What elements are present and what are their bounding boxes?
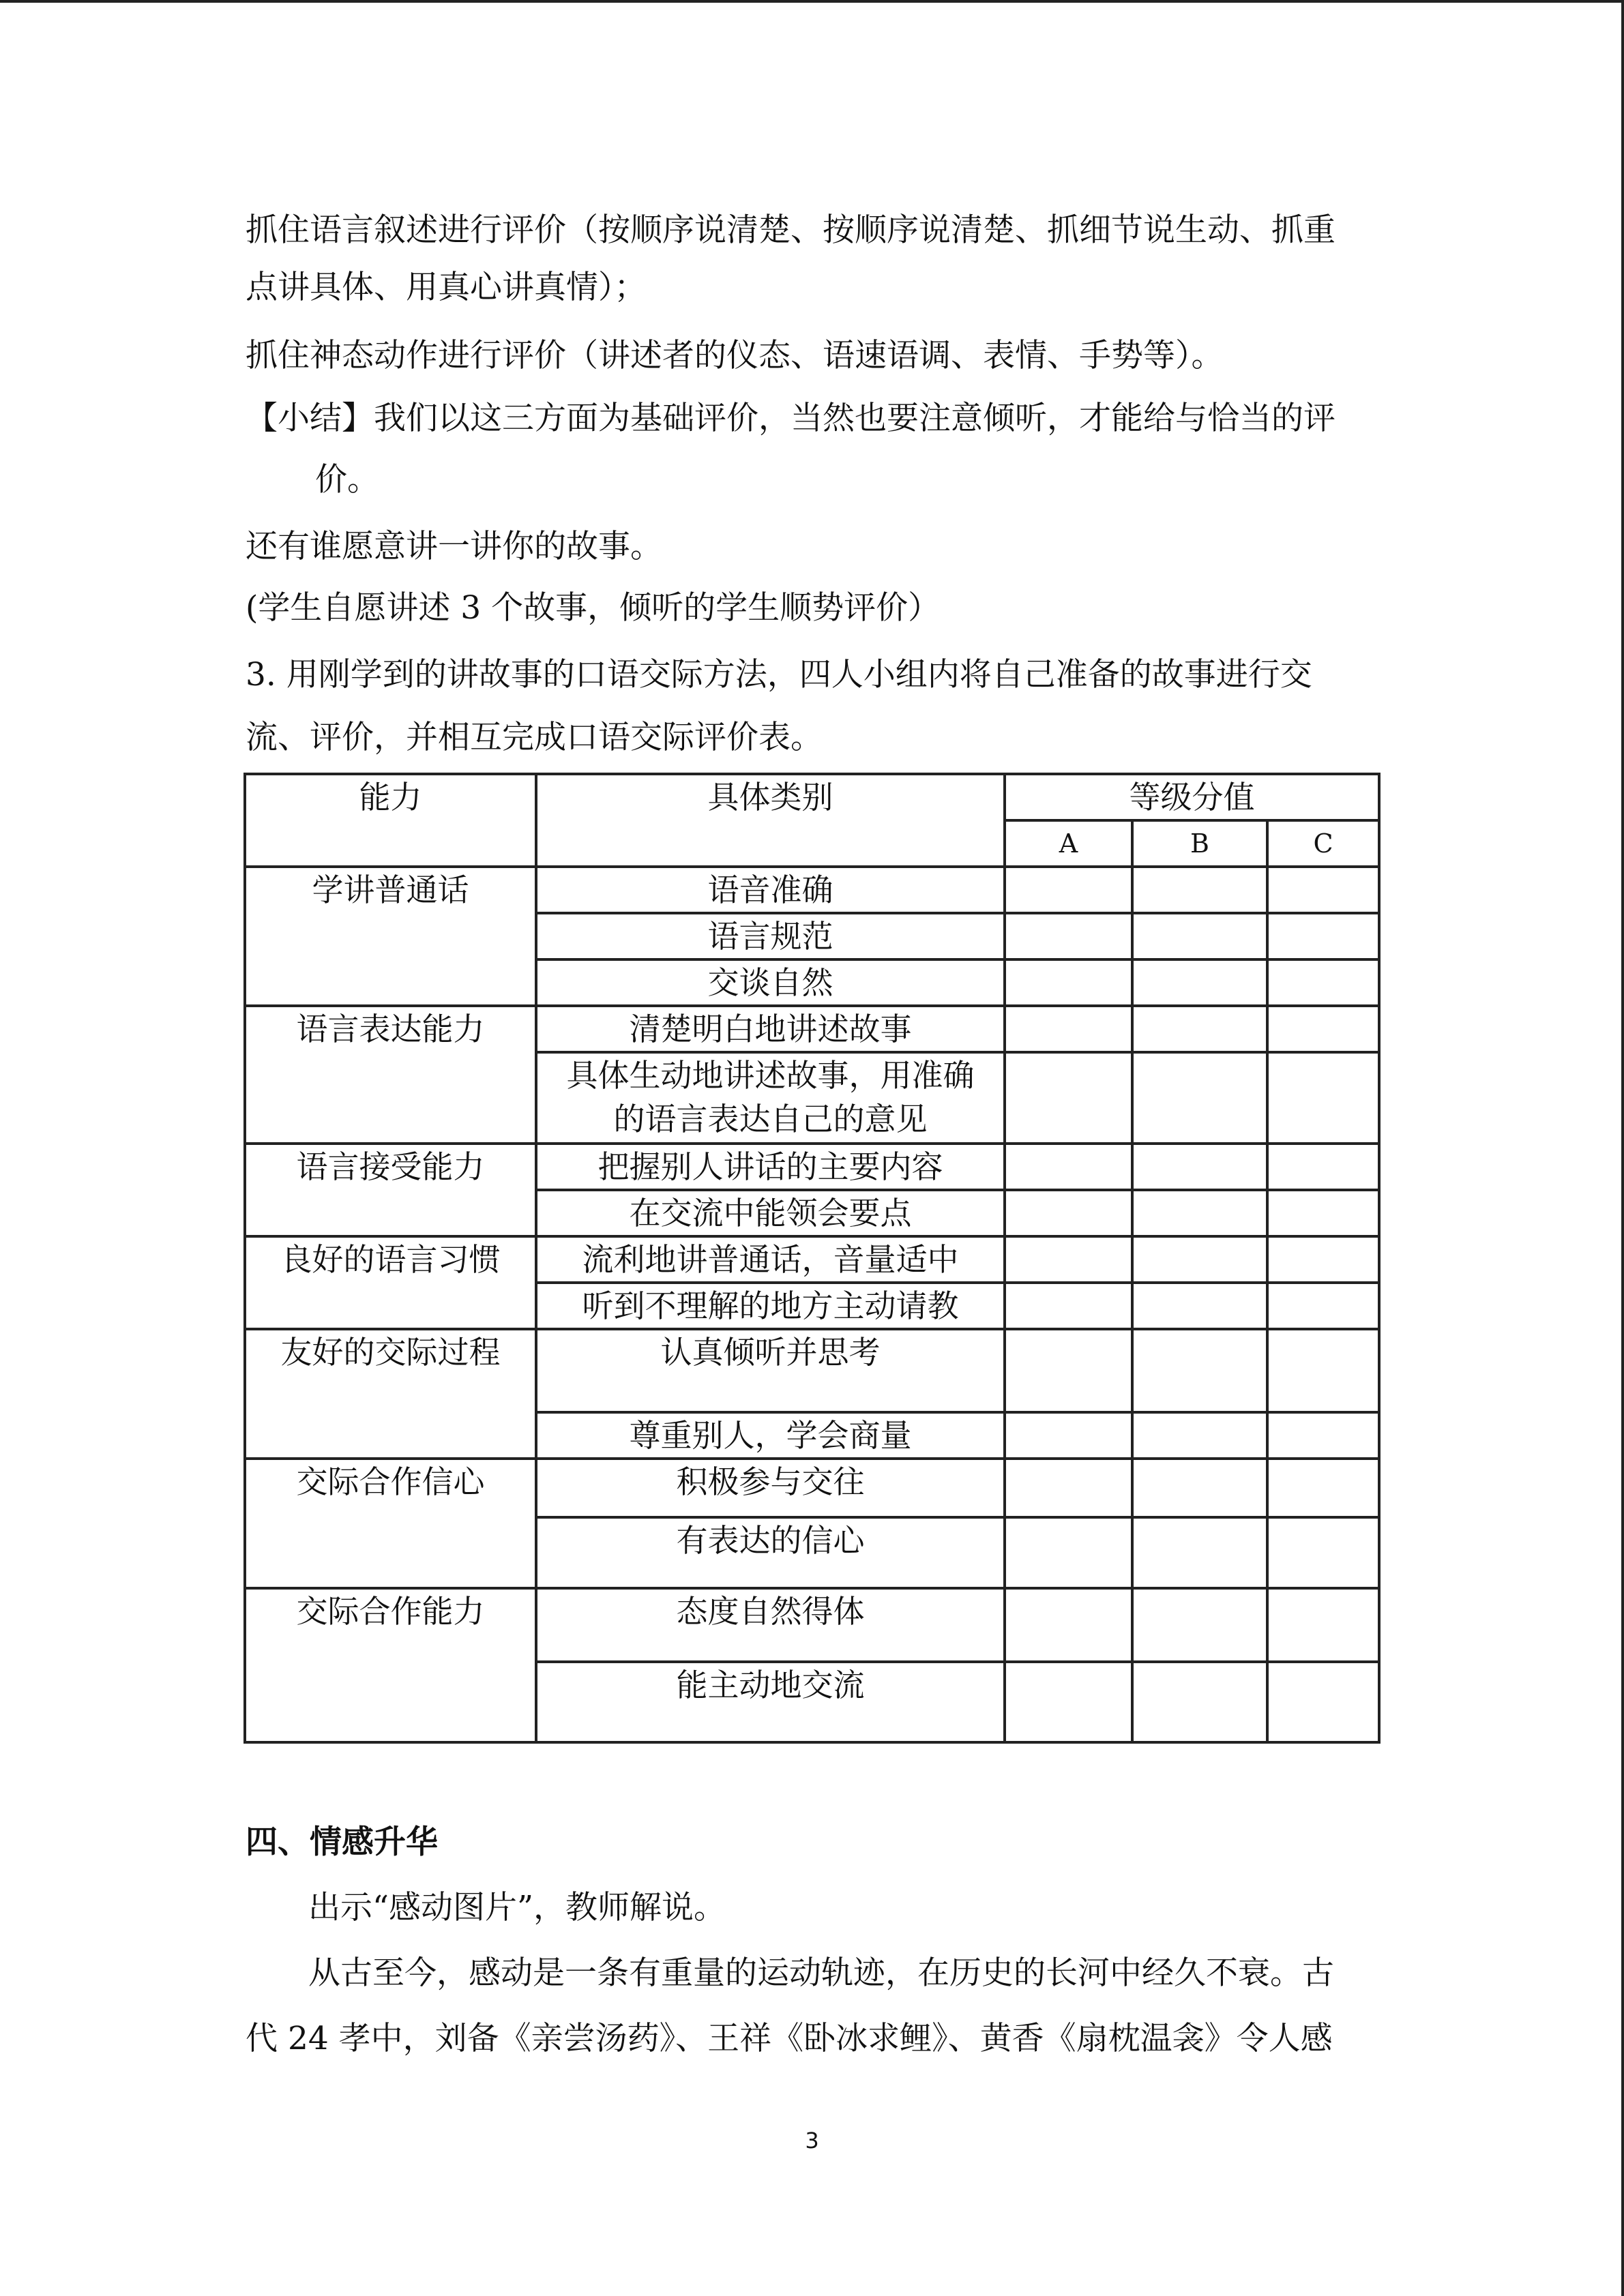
category-cell: 语言规范 [536, 913, 1005, 959]
grade-cell[interactable] [1132, 1190, 1267, 1236]
grade-cell[interactable] [1132, 1459, 1267, 1517]
ability-cell: 交际合作能力 [245, 1588, 536, 1742]
grade-cell[interactable] [1132, 1144, 1267, 1190]
grade-cell[interactable] [1132, 867, 1267, 913]
grade-cell[interactable] [1005, 913, 1132, 959]
paragraph-step3-line2: 流、评价，并相互完成口语交际评价表。 [246, 719, 823, 756]
header-grade: 等级分值 [1005, 774, 1379, 820]
grade-cell[interactable] [1267, 1190, 1379, 1236]
grade-cell[interactable] [1267, 1144, 1379, 1190]
grade-cell[interactable] [1005, 1236, 1132, 1283]
category-cell: 有表达的信心 [536, 1517, 1005, 1588]
category-cell: 尊重别人，学会商量 [536, 1412, 1005, 1459]
grade-cell[interactable] [1132, 1283, 1267, 1329]
grade-cell[interactable] [1005, 959, 1132, 1006]
grade-cell[interactable] [1267, 1459, 1379, 1517]
category-cell: 清楚明白地讲述故事 [536, 1006, 1005, 1052]
grade-cell[interactable] [1005, 1412, 1132, 1459]
category-cell: 态度自然得体 [536, 1588, 1005, 1662]
grade-cell[interactable] [1267, 1236, 1379, 1283]
grade-cell[interactable] [1132, 1006, 1267, 1052]
category-cell: 流利地讲普通话，音量适中 [536, 1236, 1005, 1283]
paragraph-summary-line1: 【小结】我们以这三方面为基础评价，当然也要注意倾听，才能给与恰当的评 [246, 400, 1335, 437]
grade-cell[interactable] [1005, 1662, 1132, 1742]
grade-cell[interactable] [1267, 1412, 1379, 1459]
grade-cell[interactable] [1005, 1517, 1132, 1588]
grade-cell[interactable] [1267, 1052, 1379, 1144]
ability-cell: 良好的语言习惯 [245, 1236, 536, 1329]
category-cell: 把握别人讲话的主要内容 [536, 1144, 1005, 1190]
grade-cell[interactable] [1005, 1283, 1132, 1329]
paragraph-summary-line2: 价。 [315, 461, 379, 498]
evaluation-table [243, 773, 1381, 1744]
grade-cell[interactable] [1267, 1006, 1379, 1052]
grade-cell[interactable] [1267, 913, 1379, 959]
grade-cell[interactable] [1132, 1517, 1267, 1588]
grade-cell[interactable] [1132, 1412, 1267, 1459]
ability-cell: 交际合作信心 [245, 1459, 536, 1588]
category-cell: 听到不理解的地方主动请教 [536, 1283, 1005, 1329]
grade-cell[interactable] [1267, 867, 1379, 913]
header-ability: 能力 [245, 774, 536, 867]
grade-cell[interactable] [1267, 1517, 1379, 1588]
category-line: 具体生动地讲述故事，用准确 [566, 1057, 975, 1094]
grade-cell[interactable] [1005, 1052, 1132, 1144]
category-cell: 积极参与交往 [536, 1459, 1005, 1517]
paragraph-student-stories: (学生自愿讲述 3 个故事，倾听的学生顺势评价） [246, 589, 941, 627]
section-line: 代 24 孝中，刘备《亲尝汤药》、王祥《卧冰求鲤》、黄香《扇枕温衾》令人感 [246, 2020, 1333, 2057]
paragraph-language-eval-line1: 抓住语言叙述进行评价（按顺序说清楚、按顺序说清楚、抓细节说生动、抓重 [246, 211, 1335, 249]
category-cell: 在交流中能领会要点 [536, 1190, 1005, 1236]
grade-cell[interactable] [1132, 1588, 1267, 1662]
section-heading: 四、情感升华 [246, 1823, 438, 1861]
header-category: 具体类别 [536, 774, 1005, 867]
grade-a-header: A [1005, 820, 1132, 867]
grade-cell[interactable] [1132, 1662, 1267, 1742]
paragraph-demeanor-eval: 抓住神态动作进行评价（讲述者的仪态、语速语调、表情、手势等）。 [246, 337, 1224, 374]
grade-cell[interactable] [1132, 959, 1267, 1006]
ability-cell: 语言接受能力 [245, 1144, 536, 1236]
grade-cell[interactable] [1267, 1329, 1379, 1412]
grade-cell[interactable] [1005, 1459, 1132, 1517]
grade-cell[interactable] [1005, 1329, 1132, 1412]
grade-cell[interactable] [1005, 1588, 1132, 1662]
section-line: 从古至今，感动是一条有重量的运动轨迹，在历史的长河中经久不衰。古 [308, 1954, 1334, 1992]
category-cell: 语音准确 [536, 867, 1005, 913]
page-number: 3 [805, 2128, 819, 2153]
paragraph-who-else: 还有谁愿意讲一讲你的故事。 [246, 528, 662, 565]
grade-cell[interactable] [1132, 1329, 1267, 1412]
section-line: 出示“感动图片”，教师解说。 [308, 1889, 726, 1926]
ability-cell: 学讲普通话 [245, 867, 536, 1006]
grade-cell[interactable] [1132, 1236, 1267, 1283]
grade-cell[interactable] [1267, 959, 1379, 1006]
grade-cell[interactable] [1005, 867, 1132, 913]
grade-cell[interactable] [1005, 1190, 1132, 1236]
paragraph-step3-line1: 3. 用刚学到的讲故事的口语交际方法，四人小组内将自己准备的故事进行交 [246, 656, 1312, 694]
ability-cell: 语言表达能力 [245, 1006, 536, 1144]
category-cell: 交谈自然 [536, 959, 1005, 1006]
grade-cell[interactable] [1005, 1006, 1132, 1052]
grade-c-header: C [1267, 820, 1379, 867]
grade-cell[interactable] [1267, 1662, 1379, 1742]
grade-cell[interactable] [1267, 1283, 1379, 1329]
grade-cell[interactable] [1132, 913, 1267, 959]
paragraph-language-eval-line2: 点讲具体、用真心讲真情）； [246, 269, 647, 306]
category-cell: 认真倾听并思考 [536, 1329, 1005, 1412]
grade-cell[interactable] [1267, 1588, 1379, 1662]
grade-cell[interactable] [1005, 1144, 1132, 1190]
ability-cell: 友好的交际过程 [245, 1329, 536, 1459]
grade-cell[interactable] [1132, 1052, 1267, 1144]
category-line: 的语言表达自己的意见 [613, 1101, 928, 1137]
category-cell: 能主动地交流 [536, 1662, 1005, 1742]
category-cell-multiline [536, 1052, 1005, 1144]
grade-b-header: B [1132, 820, 1267, 867]
